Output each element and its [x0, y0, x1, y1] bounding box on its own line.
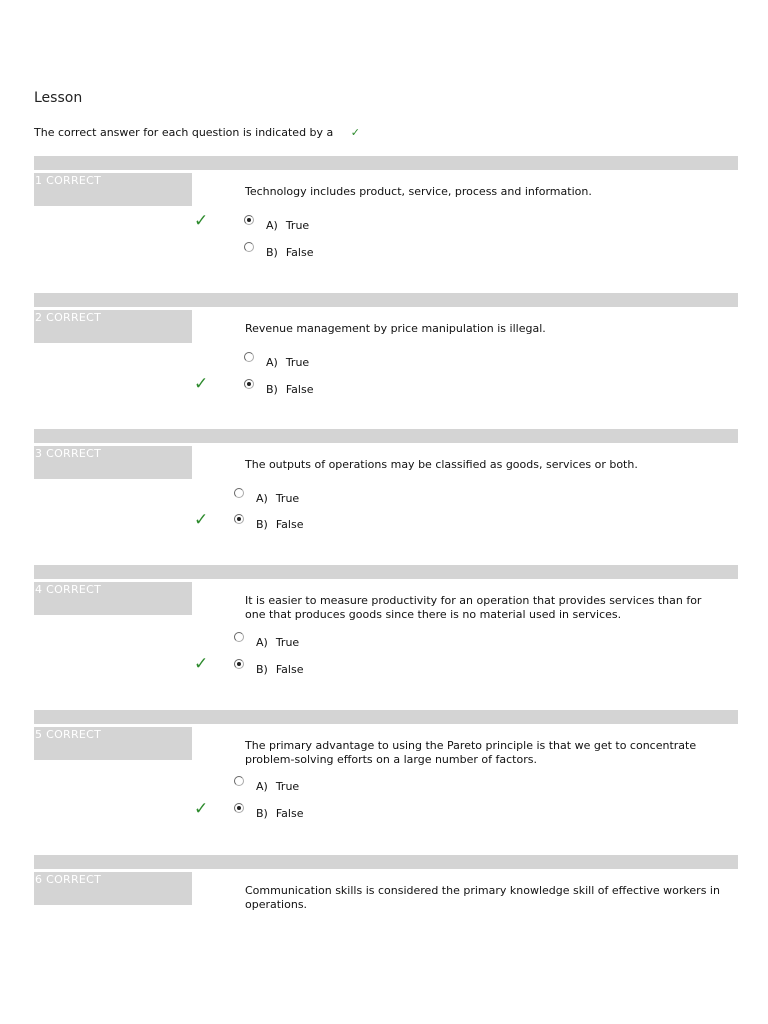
- option-label: True: [275, 780, 300, 793]
- answer-option[interactable]: [244, 219, 309, 232]
- question-header-bar: [34, 855, 738, 869]
- question-text: The primary advantage to using the Pareto principle is that we get to concentrate problem-solving efforts on a large number of factors.: [245, 739, 697, 766]
- lesson-title: Lesson: [34, 90, 83, 106]
- radio-button[interactable]: [234, 803, 244, 813]
- option-label: False: [285, 383, 314, 396]
- option-letter: B): [266, 246, 278, 259]
- radio-button[interactable]: [244, 352, 254, 362]
- radio-button[interactable]: [234, 488, 244, 498]
- question-header-bar: [34, 293, 738, 307]
- question-text: Revenue management by price manipulation is illegal.: [245, 322, 546, 335]
- question-text: The outputs of operations may be classified as goods, services or both.: [245, 458, 638, 471]
- option-label: True: [275, 492, 300, 505]
- question-status-label: 6 CORRECT: [34, 872, 192, 905]
- answer-option[interactable]: [234, 518, 303, 531]
- question-status-label: 3 CORRECT: [34, 446, 192, 479]
- option-label: True: [285, 219, 310, 232]
- answer-option[interactable]: [234, 807, 303, 820]
- answer-option[interactable]: [234, 780, 299, 793]
- question-status-label: 4 CORRECT: [34, 582, 192, 615]
- radio-button[interactable]: [234, 659, 244, 669]
- intro-text: [34, 126, 360, 139]
- option-letter: B): [256, 663, 268, 676]
- option-label: True: [285, 356, 310, 369]
- option-letter: A): [266, 219, 278, 232]
- correct-checkmark-icon: ✓: [194, 374, 209, 394]
- question-text: Technology includes product, service, process and information.: [245, 185, 592, 198]
- question-status-label: 5 CORRECT: [34, 727, 192, 760]
- radio-button[interactable]: [234, 776, 244, 786]
- correct-checkmark-icon: ✓: [194, 654, 209, 674]
- question-header-bar: [34, 565, 738, 579]
- radio-button[interactable]: [244, 215, 254, 225]
- question-header-bar: [34, 429, 738, 443]
- option-letter: A): [256, 636, 268, 649]
- option-letter: A): [256, 780, 268, 793]
- question-status-label: 2 CORRECT: [34, 310, 192, 343]
- question-text: It is easier to measure productivity for an operation that provides services than for one that produces goods since there is no material used in services.: [245, 594, 702, 621]
- option-label: False: [275, 518, 304, 531]
- correct-checkmark-icon: ✓: [194, 799, 209, 819]
- option-label: False: [275, 663, 304, 676]
- question-text: Communication skills is considered the primary knowledge skill of effective workers in operations.: [245, 884, 720, 911]
- answer-option[interactable]: [244, 383, 313, 396]
- question-header-bar: [34, 156, 738, 170]
- question-header-bar: [34, 710, 738, 724]
- answer-option[interactable]: [244, 246, 313, 259]
- checkmark-icon: ✓: [350, 126, 361, 139]
- option-label: False: [285, 246, 314, 259]
- option-letter: B): [266, 383, 278, 396]
- answer-option[interactable]: [234, 636, 299, 649]
- option-letter: A): [266, 356, 278, 369]
- option-label: False: [275, 807, 304, 820]
- intro-label: The correct answer for each question is indicated by a: [34, 126, 334, 139]
- answer-option[interactable]: [234, 492, 299, 505]
- answer-option[interactable]: [244, 356, 309, 369]
- radio-button[interactable]: [234, 514, 244, 524]
- option-letter: B): [256, 518, 268, 531]
- correct-checkmark-icon: ✓: [194, 211, 209, 231]
- correct-checkmark-icon: ✓: [194, 510, 209, 530]
- option-label: True: [275, 636, 300, 649]
- answer-option[interactable]: [234, 663, 303, 676]
- option-letter: A): [256, 492, 268, 505]
- radio-button[interactable]: [244, 242, 254, 252]
- radio-button[interactable]: [244, 379, 254, 389]
- option-letter: B): [256, 807, 268, 820]
- question-status-label: 1 CORRECT: [34, 173, 192, 206]
- radio-button[interactable]: [234, 632, 244, 642]
